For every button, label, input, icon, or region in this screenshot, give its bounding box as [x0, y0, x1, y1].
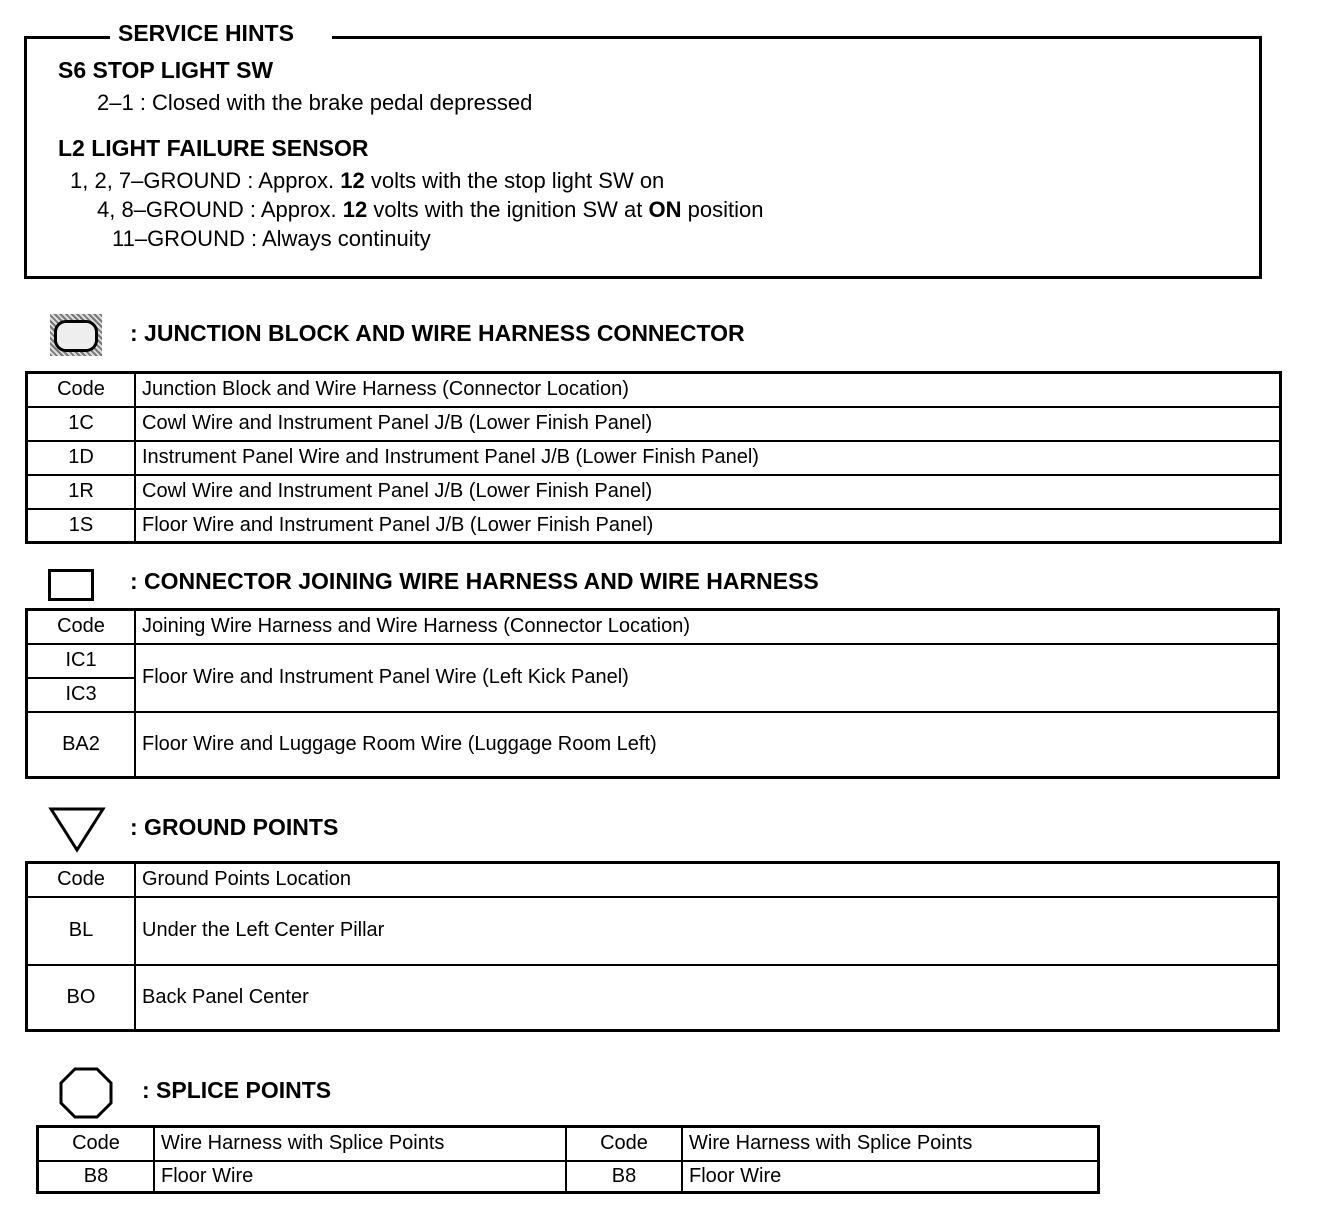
l2-line-1-text: 1, 2, 7–GROUND : Approx. [70, 168, 341, 193]
connector-icon [48, 569, 94, 601]
table-row [27, 475, 1281, 509]
ground-table [25, 861, 1280, 1032]
row-desc: Instrument Panel Wire and Instrument Panel J/B (Lower Finish Panel) [135, 441, 1281, 475]
col-code: Code [27, 863, 136, 897]
junction-block-icon [50, 314, 102, 356]
hints-top-border-right [332, 36, 1262, 39]
l2-line-2-rest: position [681, 197, 764, 222]
col-desc-2: Wire Harness with Splice Points [682, 1127, 1099, 1161]
splice-heading: : SPLICE POINTS [142, 1077, 332, 1103]
ground-triangle-icon [48, 806, 106, 854]
l2-line-2 [97, 197, 763, 223]
table-row [27, 509, 1281, 543]
row-code: BA2 [27, 712, 136, 778]
row-code: IC1 [27, 644, 136, 678]
table-row [27, 897, 1279, 965]
row-desc: Cowl Wire and Instrument Panel J/B (Lower Finish Panel) [135, 407, 1281, 441]
table-header-row [27, 863, 1279, 897]
row-desc-2: Floor Wire [682, 1161, 1099, 1193]
row-code: BL [27, 897, 136, 965]
table-header-row [27, 373, 1281, 407]
row-code: 1D [27, 441, 136, 475]
s6-heading: S6 STOP LIGHT SW [58, 57, 274, 83]
table-row [27, 644, 1279, 678]
row-desc: Cowl Wire and Instrument Panel J/B (Lower Finish Panel) [135, 475, 1281, 509]
row-code: 1C [27, 407, 136, 441]
row-desc: Floor Wire and Instrument Panel Wire (Left Kick Panel) [135, 644, 1279, 712]
row-desc: Floor Wire and Luggage Room Wire (Luggage Room Left) [135, 712, 1279, 778]
col-code: Code [38, 1127, 155, 1161]
table-header-row [27, 610, 1279, 644]
l2-line-1 [70, 168, 664, 194]
row-code: 1R [27, 475, 136, 509]
junction-table [25, 371, 1282, 544]
col-code: Code [27, 610, 136, 644]
row-code: BO [27, 965, 136, 1031]
row-code: 1S [27, 509, 136, 543]
row-desc: Back Panel Center [135, 965, 1279, 1031]
l2-heading: L2 LIGHT FAILURE SENSOR [58, 135, 369, 161]
ground-heading: : GROUND POINTS [130, 814, 339, 840]
l2-line-2-text: 4, 8–GROUND : Approx. [97, 197, 343, 222]
l2-line-1-rest: volts with the stop light SW on [364, 168, 665, 193]
table-row [27, 965, 1279, 1031]
row-desc: Under the Left Center Pillar [135, 897, 1279, 965]
row-code: IC3 [27, 678, 136, 712]
connector-heading: : CONNECTOR JOINING WIRE HARNESS AND WIRE HARNESS [130, 568, 819, 594]
table-row [27, 712, 1279, 778]
row-desc: Floor Wire [154, 1161, 566, 1193]
l2-line-1-value: 12 [340, 168, 365, 193]
col-code: Code [27, 373, 136, 407]
junction-heading: : JUNCTION BLOCK AND WIRE HARNESS CONNECTOR [130, 320, 745, 346]
col-desc: Wire Harness with Splice Points [154, 1127, 566, 1161]
table-row [38, 1161, 1099, 1193]
table-header-row [38, 1127, 1099, 1161]
table-row [27, 441, 1281, 475]
col-code-2: Code [566, 1127, 682, 1161]
service-hints-title: SERVICE HINTS [114, 20, 298, 47]
col-desc: Junction Block and Wire Harness (Connector Location) [135, 373, 1281, 407]
col-desc: Ground Points Location [135, 863, 1279, 897]
row-code: B8 [38, 1161, 155, 1193]
splice-octagon-icon [58, 1066, 114, 1120]
l2-line-3: 11–GROUND : Always continuity [112, 226, 431, 251]
table-row [27, 407, 1281, 441]
l2-line-2-mid: volts with the ignition SW at [367, 197, 649, 222]
row-desc: Floor Wire and Instrument Panel J/B (Lower Finish Panel) [135, 509, 1281, 543]
hints-top-border-left [24, 36, 110, 39]
splice-table [36, 1125, 1100, 1194]
l2-line-2-on: ON [648, 197, 682, 222]
row-code-2: B8 [566, 1161, 682, 1193]
connector-table [25, 608, 1280, 779]
col-desc: Joining Wire Harness and Wire Harness (Connector Location) [135, 610, 1279, 644]
l2-line-2-value: 12 [342, 197, 368, 222]
s6-line: 2–1 : Closed with the brake pedal depressed [97, 90, 533, 115]
